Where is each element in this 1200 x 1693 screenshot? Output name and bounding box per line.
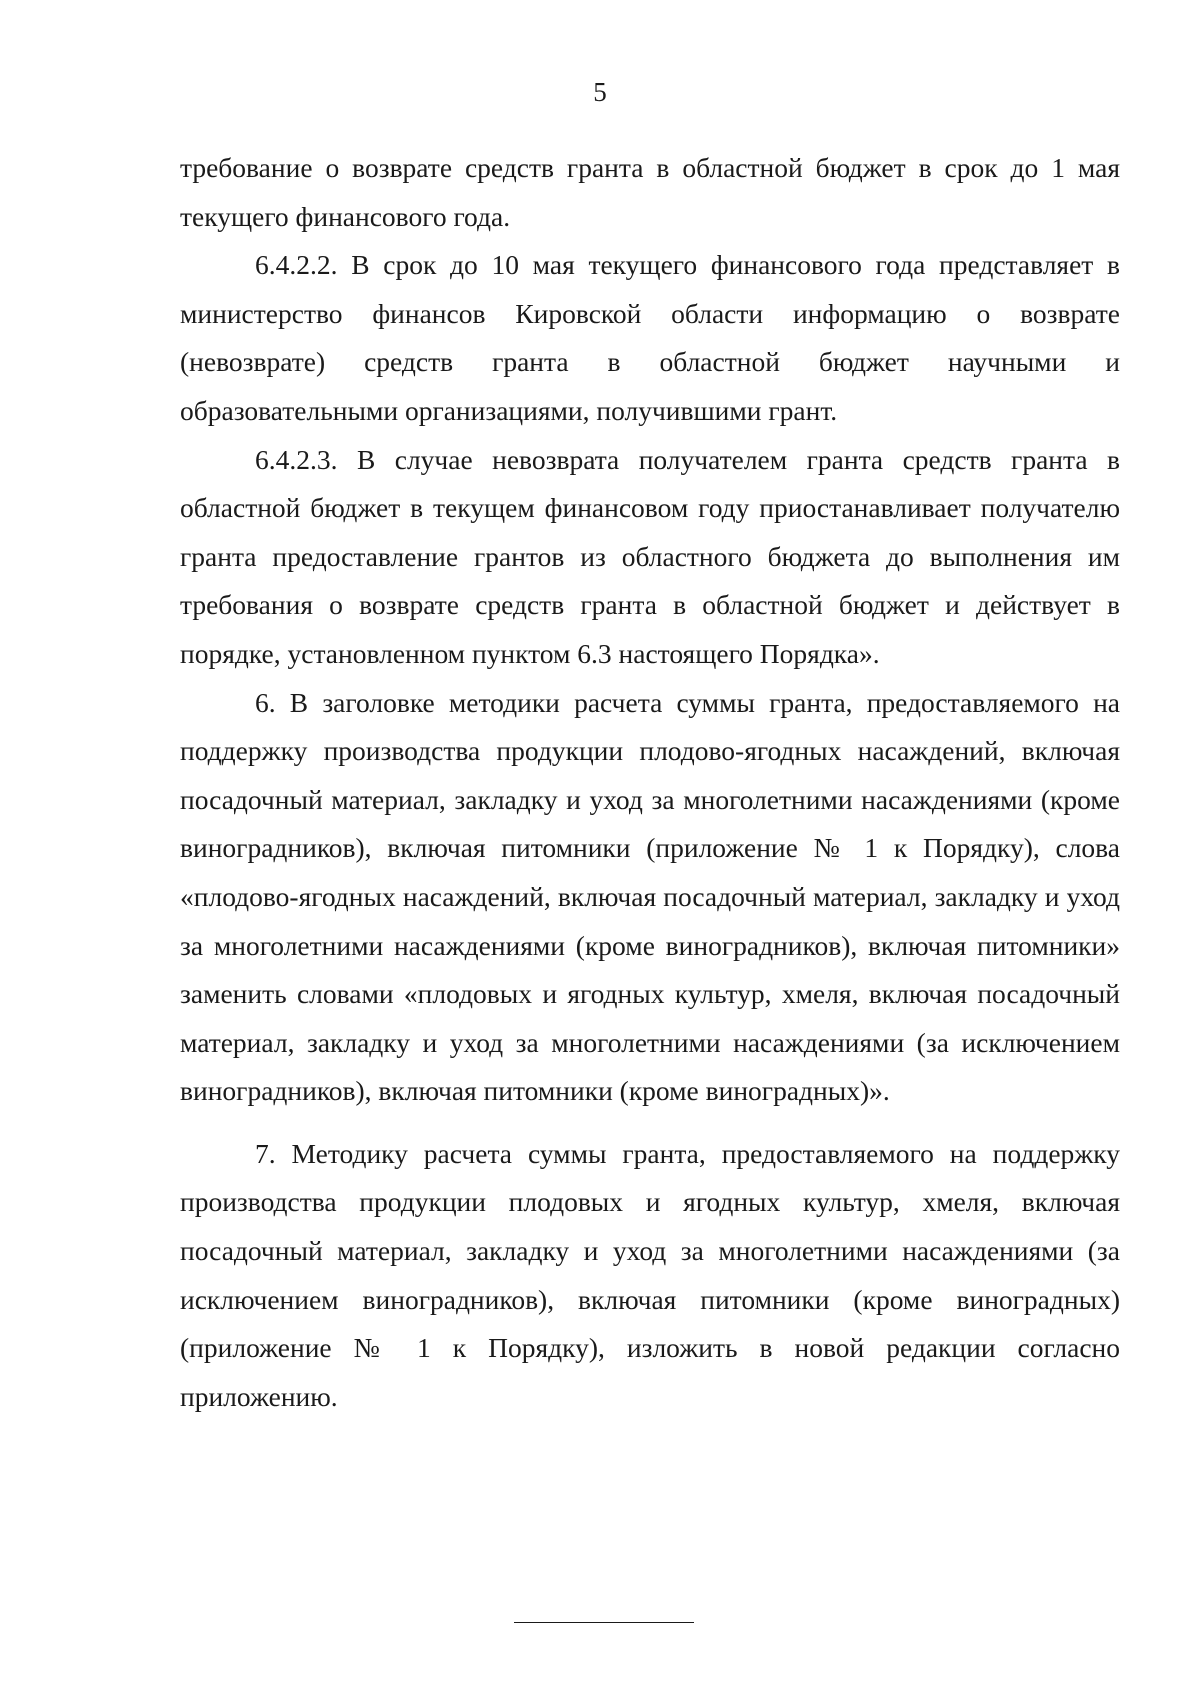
paragraph-item-6: 6. В заголовке методики расчета суммы гранта, предоставляемого на поддержку производства продукции плодово-ягодных насаждений, включая посадочный материал, закладку и уход за многолетними насаждениями (кроме виноградников), включая питомники (приложение № 1 к Порядку), слова «плодово-ягодных насаждений, включая посадочный материал, закладку и уход за многолетними насаждениями (кроме виноградников), включая питомники» заменить словами «плодовых и ягодных культур, хмеля, включая посадочный материал, закладку и уход за многолетними насаждениями (за исключением виноградников), включая питомники (кроме виноградных)». [180,686,1120,1107]
end-of-text-rule [514,1622,694,1623]
paragraph-6-4-2-2: 6.4.2.2. В срок до 10 мая текущего финансового года представляет в министерство финансов Кировской области информацию о возврате (невозврате) средств гранта в областной бюджет научными и образовательными организациями, получившими грант. [180,249,1120,426]
document-body [180,144,1120,1421]
page-number: 5 [593,77,607,107]
paragraph-item-7: 7. Методику расчета суммы гранта, предоставляемого на поддержку производства продукции плодовых и ягодных культур, хмеля, включая посадочный материал, закладку и уход за многолетними насаждениями (за исключением виноградников), включая питомники (кроме виноградных) (приложение № 1 к Порядку), изложить в новой редакции согласно приложению. [180,1137,1120,1412]
paragraph-6-4-2-3: 6.4.2.3. В случае невозврата получателем гранта средств гранта в областной бюджет в текущем финансовом году приостанавливает получателю гранта предоставление грантов из областного бюджета до выполнения им требования о возврате средств гранта в областной бюджет и действует в порядке, установленном пунктом 6.3 настоящего Порядка». [180,443,1120,669]
paragraph-continuation: требование о возврате средств гранта в областной бюджет в срок до 1 мая текущего финансового года. [180,152,1120,232]
